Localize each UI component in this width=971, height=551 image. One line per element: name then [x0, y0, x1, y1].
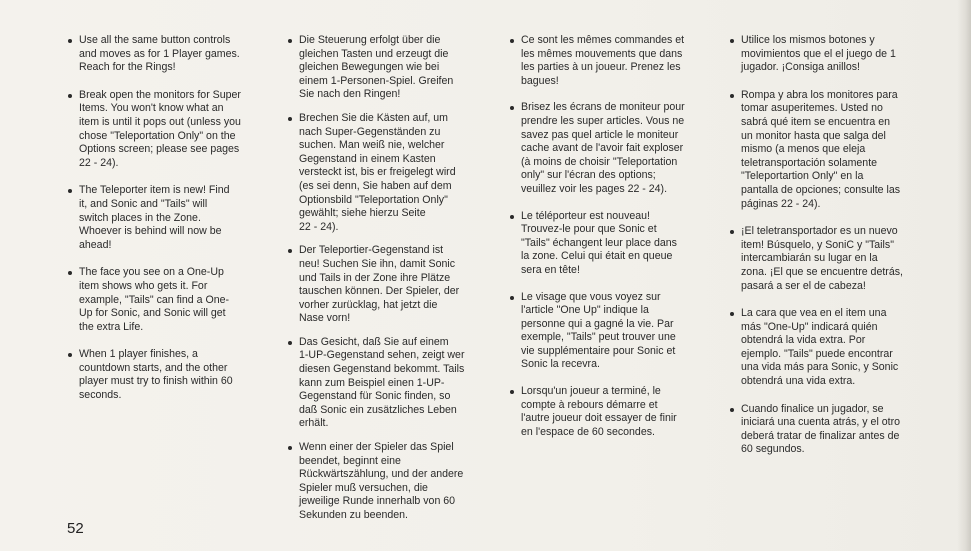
column-spanish [728, 34, 928, 471]
list-item: When 1 player finishes, a countdown starts, and the other player must try to finish within 60 seconds. [66, 348, 278, 402]
list-item: ¡El teletransportador es un nuevo item! Búsquelo, y SoniC y "Tails" intercambiarán su lugar en la zona. ¡El que se encuentre detrás, pasará a ser el de cabeza! [728, 225, 928, 293]
list-item: The Teleporter item is new! Find it, and Sonic and "Tails" will switch places in the Zone. Whoever is behind will now be ahead! [66, 184, 278, 252]
list-item: Das Gesicht, daß Sie auf einem 1-UP-Gegenstand sehen, zeigt wer diesen Gegenstand bekommt. Tails kann zum Beispiel einen 1-UP- Gegenstand für Sonic finden, so daß Sonic ein zusätzliches Leben erhält. [286, 336, 500, 431]
list-item: Lorsqu'un joueur a terminé, le compte à rebours démarre et l'autre joueur doit essayer de finir en l'espace de 60 secondes. [508, 385, 720, 439]
list-item: Use all the same button controls and moves as for 1 Player games. Reach for the Rings! [66, 34, 278, 75]
page-number: 52 [67, 520, 84, 537]
column-english [66, 34, 278, 417]
list-item: Brisez les écrans de moniteur pour prendre les super articles. Vous ne savez pas quel article le moniteur cache avant de l'avoir fait exploser (à moins de choisir "Teleportation only" sur l'écran des options; veuillez voir les pages 22 - 24). [508, 101, 720, 196]
list-item: Der Teleportier-Gegenstand ist neu! Suchen Sie ihn, damit Sonic und Tails in der Zone ihre Plätze tauschen können. Der Spieler, der vorher zurücklag, hat jetzt die Nase vorn! [286, 244, 500, 326]
list-item: Le téléporteur est nouveau! Trouvez-le pour que Sonic et "Tails" échangent leur place dans la zone. Celui qui était en queue sera en tête! [508, 210, 720, 278]
list-item: Die Steuerung erfolgt über die gleichen Tasten und erzeugt die gleichen Bewegungen wie bei einem 1-Personen-Spiel. Greifen Sie nach den Ringen! [286, 34, 500, 102]
list-item: Cuando finalice un jugador, se iniciará una cuenta atrás, y el otro deberá tratar de finalizar antes de 60 segundos. [728, 403, 928, 457]
column-german [286, 34, 500, 533]
list-item: Brechen Sie die Kästen auf, um nach Super-Gegenständen zu suchen. Man weiß nie, welcher Gegenstand in einem Kasten versteckt ist, bis er freigelegt wird (es sei denn, Sie haben auf dem Optionsbild "Teleportation Only" gewählt; siehe hierzu Seite 22 - 24). [286, 112, 500, 234]
list-item: Ce sont les mêmes commandes et les mêmes mouvements que dans les parties à un joueur. Prenez les bagues! [508, 34, 720, 88]
column-french [508, 34, 720, 452]
page-edge-shadow [957, 0, 971, 551]
list-item: Le visage que vous voyez sur l'article "One Up" indique la personne qui a gagné la vie. Par exemple, "Tails" peut trouver une vie supplémentaire pour Sonic et Sonic la recevra. [508, 291, 720, 373]
list-item: Rompa y abra los monitores para tomar asuperitemes. Usted no sabrá qué item se encuentra en un monitor hasta que salga del mismo (a menos que eleja teletransportación solamente "Teleportartion Only" en la pantalla de opciones; consulte las páginas 22 - 24). [728, 89, 928, 211]
list-item: Wenn einer der Spieler das Spiel beendet, beginnt eine Rückwärtszählung, und der andere Spieler muß versuchen, die jeweilige Runde innerhalb von 60 Sekunden zu beenden. [286, 441, 500, 523]
list-item: Break open the monitors for Super Items. You won't know what an item is until it pops out (unless you chose "Teleportation Only" on the Options screen; please see pages 22 - 24). [66, 89, 278, 171]
list-item: The face you see on a One-Up item shows who gets it. For example, "Tails" can find a One- Up for Sonic, and Sonic will get the extra Life. [66, 266, 278, 334]
list-item: La cara que vea en el item una más "One-Up" indicará quién obtendrá la vida extra. Por ejemplo. "Tails" puede encontrar una vida más para Sonic, y Sonic obtendrá una vida extra. [728, 307, 928, 389]
list-item: Utilice los mismos botones y movimientos que el el juego de 1 jugador. ¡Consiga anillos! [728, 34, 928, 75]
